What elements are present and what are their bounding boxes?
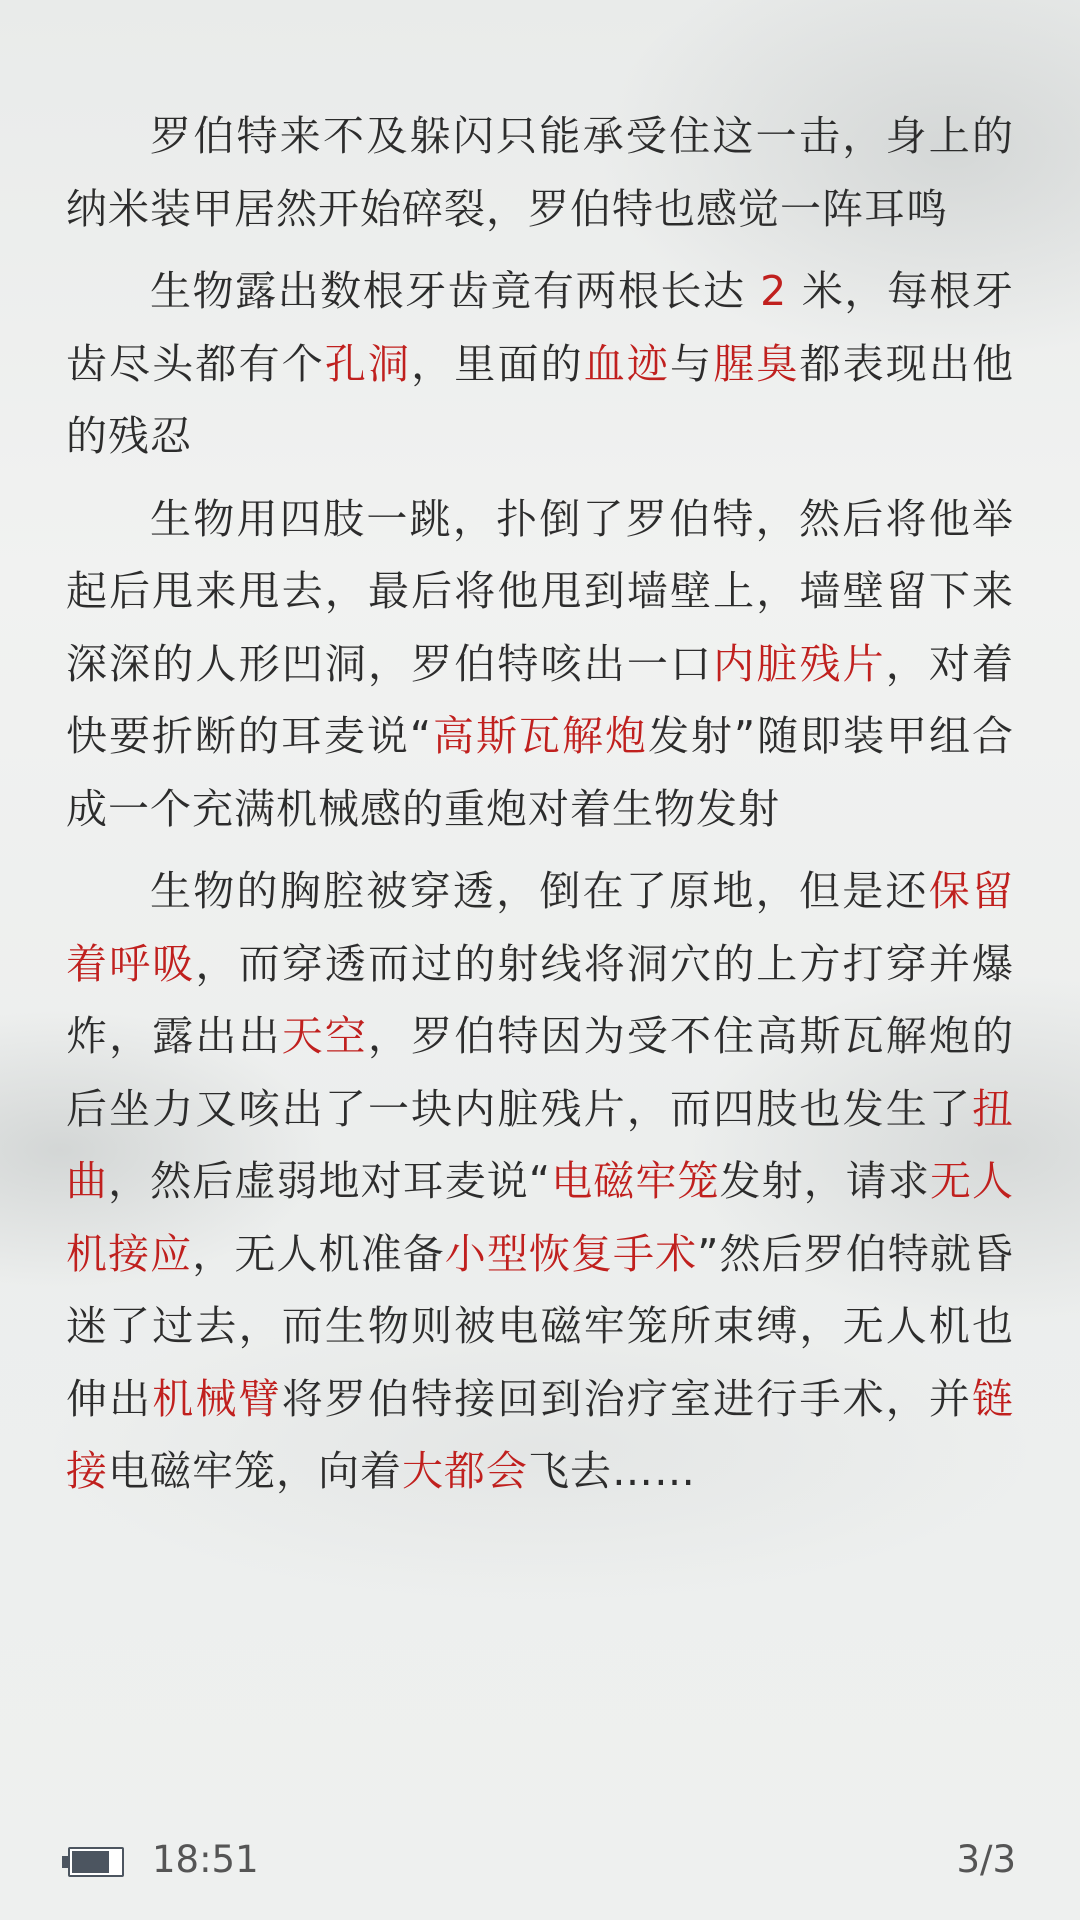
highlighted-text: 小型恢复手术 [444,1229,698,1278]
highlighted-text: 链接 [66,1374,1015,1495]
text-segment: 与 [670,339,714,388]
highlighted-text: 扭曲 [66,1084,1014,1205]
text-segment: ，对着快要折断的耳麦说“ [66,639,1015,760]
highlighted-text: 孔洞 [324,339,412,388]
chapter-text [66,100,1014,1518]
text-segment: 飞去…… [528,1447,696,1495]
reader-status-bar [0,1832,1080,1892]
highlighted-text: 天空 [281,1012,369,1060]
text-segment: 电磁牢笼，向着 [108,1447,402,1495]
text-segment: 将罗伯特接回到治疗室进行手术，并 [281,1374,973,1423]
highlighted-text: 高斯瓦解炮 [432,712,648,760]
battery-body [68,1847,124,1877]
paragraph [66,483,1014,846]
text-segment: 生物的胸腔被穿透，倒在了原地，但是还 [150,867,929,915]
paragraph [66,255,1014,473]
highlighted-text: 2 [760,267,788,315]
paragraph [66,855,1014,1508]
highlighted-text: 血迹 [583,339,671,388]
highlighted-text: 腥臭 [713,339,800,388]
text-segment: ，里面的 [411,339,584,388]
text-segment: ，然后虚弱地对耳麦说“ [108,1157,552,1205]
text-segment: ，罗伯特因为受不住高斯瓦解炮的后坐力又咳出了一块内脏残片，而四肢也发生了 [66,1012,1015,1133]
highlighted-text: 大都会 [402,1447,528,1495]
text-segment: 生物露出数根牙齿竟有两根长达 [150,267,761,315]
battery-icon [62,1847,128,1879]
paragraph [66,100,1014,245]
text-segment: ，而穿透而过的射线将洞穴的上方打穿并爆炸，露出出 [66,939,1015,1060]
highlighted-text: 保留着呼吸 [66,867,1015,988]
text-segment: ”然后罗伯特就昏迷了过去，而生物则被电磁牢笼所束缚，无人机也伸出 [66,1229,1015,1423]
highlighted-text: 机械臂 [152,1374,282,1423]
text-segment: 都表现出他的残忍 [66,339,1015,460]
text-segment: 罗伯特来不及躲闪只能承受住这一击，身上的纳米装甲居然开始碎裂，罗伯特也感觉一阵耳鸣 [66,112,1014,233]
text-segment: ，无人机准备 [192,1229,445,1278]
highlighted-text: 电磁牢笼 [551,1157,720,1205]
text-segment: 米，每根牙齿尽头都有个 [66,267,1014,388]
text-segment: 生物用四肢一跳，扑倒了罗伯特，然后将他举起后甩来甩去，最后将他甩到墙壁上，墙壁留下来深深的人形凹洞，罗伯特咳出一口 [66,494,1014,688]
battery-level [72,1851,109,1873]
text-segment: 发射，请求 [719,1157,930,1205]
page-indicator: 3/3 [956,1838,1016,1881]
text-segment: 发射”随即装甲组合成一个充满机械感的重炮对着生物发射 [66,712,1014,833]
clock-time: 18:51 [152,1838,259,1881]
highlighted-text: 内脏残片 [713,639,886,688]
highlighted-text: 无人机接应 [66,1157,1015,1278]
